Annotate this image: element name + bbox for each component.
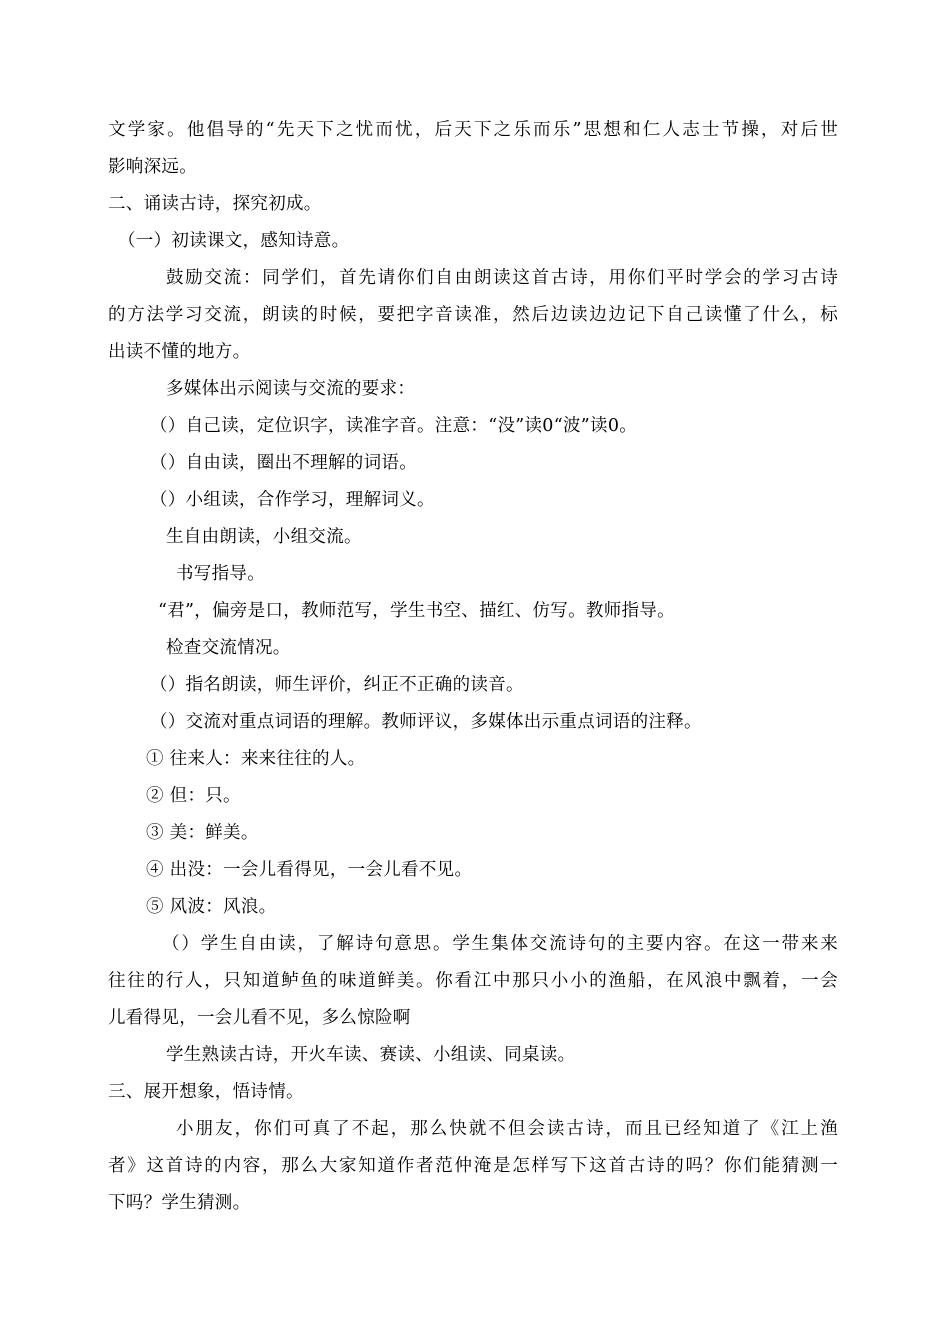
section-heading: 三、展开想象，悟诗情。 [108, 1082, 304, 1102]
text-line: 生自由朗读，小组交流。 [166, 527, 362, 547]
text-line: 儿看得见，一会儿看不见，多么惊险啊 [108, 1008, 411, 1028]
subsection-heading: （一）初读课文，感知诗意。 [118, 231, 350, 251]
text-line: 者》这首诗的内容，那么大家知道作者范仲淹是怎样写下这首古诗的吗？你们能猜测一 [108, 1156, 838, 1176]
text-line: 影响深远。 [108, 157, 197, 177]
list-item: ⑤ 风波：风浪。 [146, 897, 277, 917]
list-item: （）交流对重点词语的理解。教师评议，多媒体出示重点词语的注释。 [150, 712, 702, 732]
text-line: 文学家。他倡导的“先天下之忧而忧，后天下之乐而乐”思想和仁人志士节操，对后世 [108, 120, 838, 140]
list-item: （）自由读，圈出不理解的词语。 [150, 453, 417, 473]
text-line: 往往的行人，只知道鲈鱼的味道鲜美。你看江中那只小小的渔船，在风浪中飘着，一会 [108, 971, 838, 991]
list-item: ① 往来人：来来往往的人。 [146, 749, 366, 769]
text-line: 检查交流情况。 [166, 638, 291, 658]
list-item: （）指名朗读，师生评价，纠正不正确的读音。 [150, 675, 524, 695]
list-item: ④ 出没：一会儿看得见，一会儿看不见。 [146, 860, 473, 880]
text-line: 小朋友，你们可真了不起，那么快就不但会读古诗，而且已经知道了《江上渔 [176, 1119, 838, 1139]
list-item: （）自己读，定位识字，读准字音。注意：“没”读0“波”读0。 [150, 416, 638, 436]
text-line: （）学生自由读，了解诗句意思。学生集体交流诗句的主要内容。在这一带来来 [162, 934, 838, 954]
text-line: 的方法学习交流，朗读的时候，要把字音读准，然后边读边边记下自己读懂了什么，标 [108, 305, 838, 325]
text-line: “君”，偏旁是口，教师范写，学生书空、描红、仿写。教师指导。 [158, 601, 675, 621]
text-line: 多媒体出示阅读与交流的要求： [166, 379, 416, 399]
text-line: 下吗？学生猜测。 [108, 1193, 251, 1213]
text-line: 鼓励交流：同学们，首先请你们自由朗读这首古诗，用你们平时学会的学习古诗 [166, 268, 838, 288]
section-heading: 二、诵读古诗，探究初成。 [108, 194, 322, 214]
text-line: 出读不懂的地方。 [108, 342, 251, 362]
list-item: （）小组读，合作学习，理解词义。 [150, 490, 435, 510]
list-item: ② 但：只。 [146, 786, 241, 806]
list-item: ③ 美：鲜美。 [146, 823, 259, 843]
text-line: 学生熟读古诗，开火车读、赛读、小组读、同桌读。 [166, 1045, 576, 1065]
text-line: 书写指导。 [176, 564, 265, 584]
